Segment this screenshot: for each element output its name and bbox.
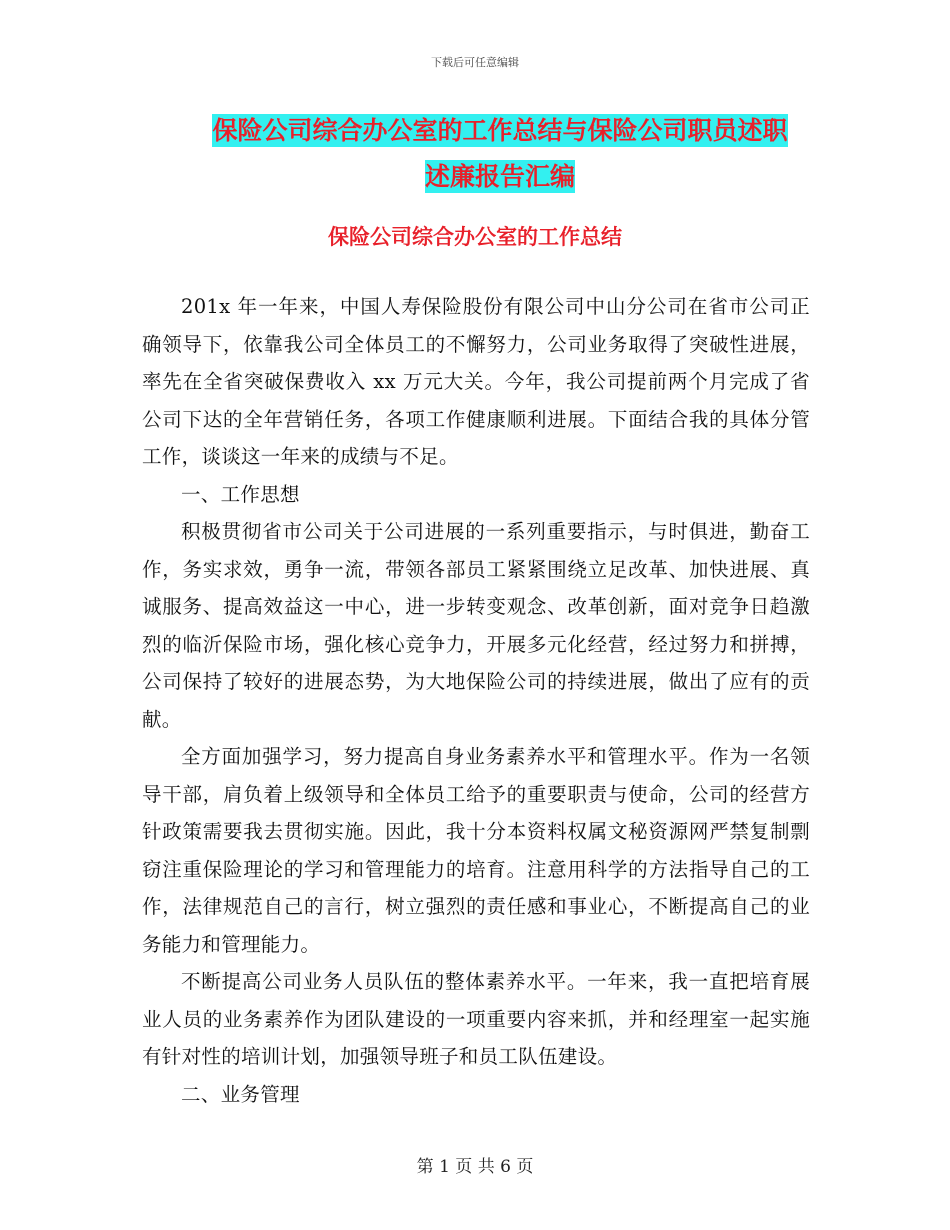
document-title: [190, 108, 810, 200]
heading-business-management: 二、业务管理: [181, 1082, 300, 1106]
paragraph-study: 全方面加强学习，努力提高自身业务素养水平和管理水平。作为一名领导干部，肩负着上级领导和全体员工给予的重要职责与使命，公司的经营方针政策需要我去贯彻实施。因此，我十分本资料权属文秘资源网严禁复制剽窃注重保险理论的学习和管理能力的培育。注意用科学的方法指导自己的工作，法律规范自己的言行，树立强烈的责任感和事业心，不断提高自己的业务能力和管理能力。: [142, 745, 810, 956]
document-title-line-2: 述廉报告汇编: [424, 162, 575, 191]
paragraph-intro: 201x 年一年来，中国人寿保险股份有限公司中山分公司在省市公司正确领导下，依靠我公司全体员工的不懈努力，公司业务取得了突破性进展，率先在全省突破保费收入 xx 万元大关。今年，我公司提前两个月完成了省公司下达的全年营销任务，各项工作健康顺利进展。下面结合我的具体分管工作，谈谈这一年来的成绩与不足。: [142, 295, 810, 468]
document-body: [142, 288, 810, 1113]
section-title: 保险公司综合办公室的工作总结: [328, 225, 622, 249]
paragraph-work-thoughts: 积极贯彻省市公司关于公司进展的一系列重要指示，与时俱进，勤奋工作，务实求效，勇争一流，带领各部员工紧紧围绕立足改革、加快进展、真诚服务、提高效益这一中心，进一步转变观念、改革创新，面对竞争日趋激烈的临沂保险市场，强化核心竞争力，开展多元化经营，经过努力和拼搏，公司保持了较好的进展态势，为大地保险公司的持续进展，做出了应有的贡献。: [142, 520, 810, 731]
header-note: 下载后可任意编辑: [431, 56, 519, 69]
page-number: 第 1 页 共 6 页: [416, 1157, 534, 1177]
heading-work-thoughts: 一、工作思想: [181, 482, 300, 506]
document-title-line-1: 保险公司综合办公室的工作总结与保险公司职员述职: [212, 116, 788, 145]
paragraph-team-quality: 不断提高公司业务人员队伍的整体素养水平。一年来，我一直把培育展业人员的业务素养作为团队建设的一项重要内容来抓，并和经理室一起实施有针对性的培训计划，加强领导班子和员工队伍建设。: [142, 970, 810, 1068]
